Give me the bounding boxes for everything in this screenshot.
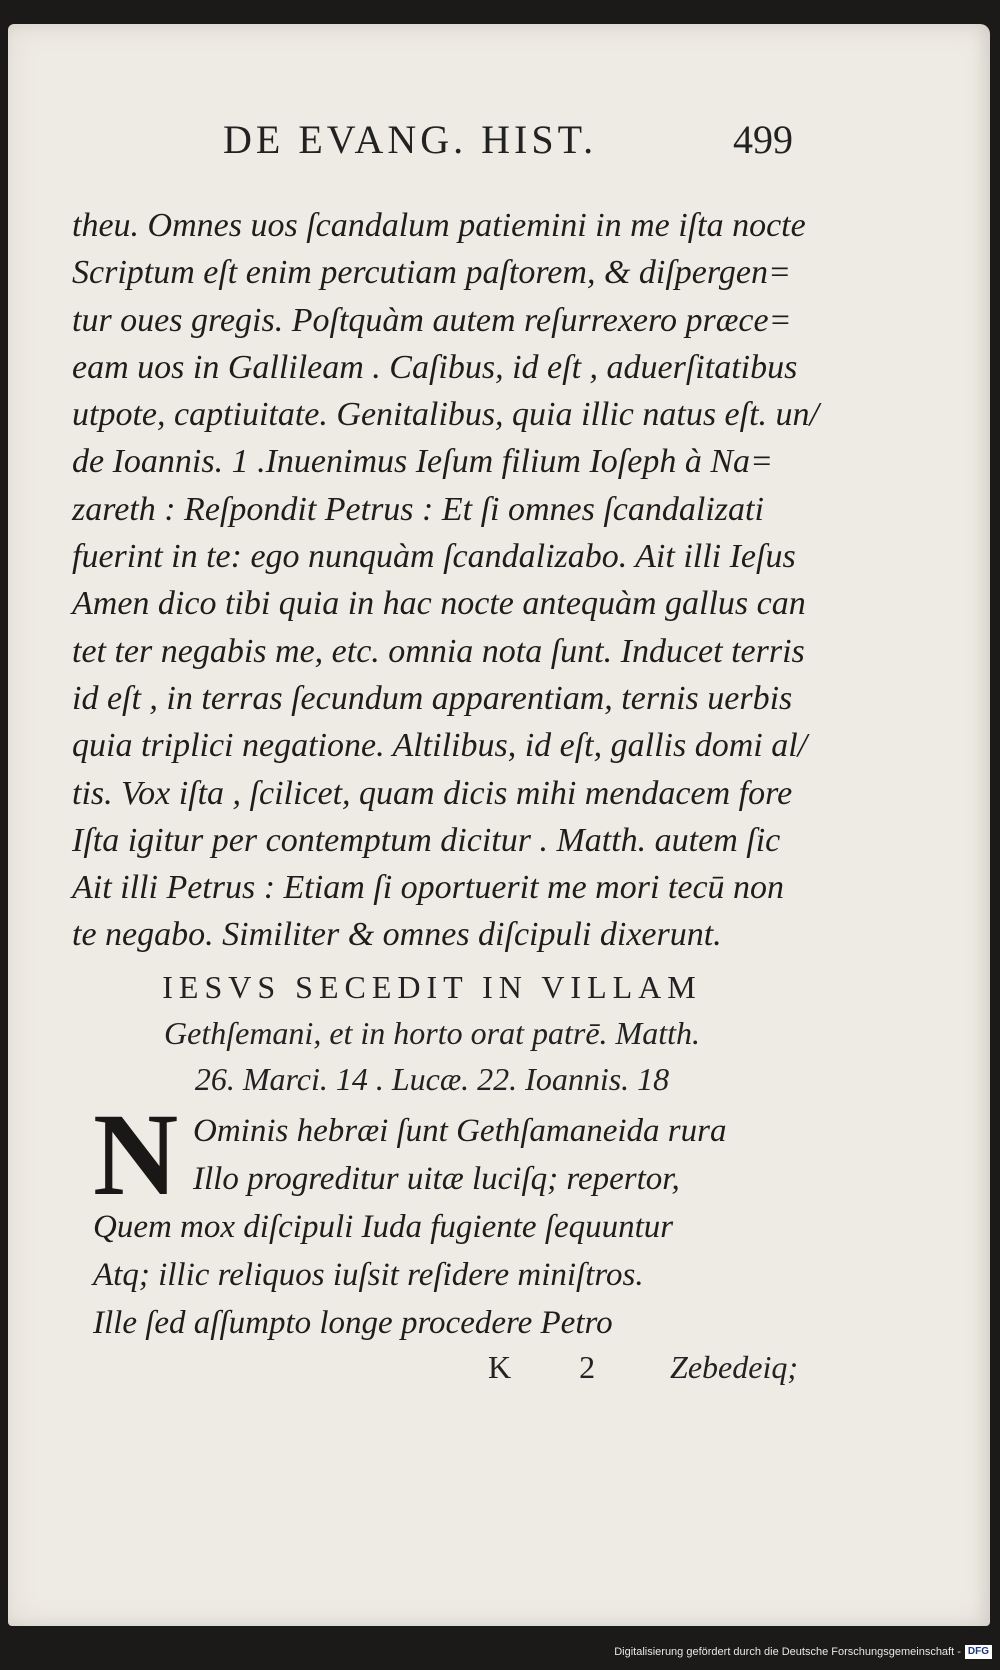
text-line: Amen dico tibi quia in hac nocte antequàm gallus can	[72, 585, 806, 623]
section-subtitle: Gethſemani, et in horto orat patrē. Matth.	[164, 1015, 700, 1051]
verse-line: Ominis hebræi ſunt Gethſamaneida rura	[193, 1113, 727, 1149]
text-line: theu. Omnes uos ſcandalum patiemini in me iſta nocte	[72, 207, 806, 244]
text-line: id eſt , in terras ſecundum apparentiam, ternis uerbis	[72, 679, 793, 717]
catchword: Zebedeiq;	[670, 1349, 798, 1385]
page-number: 499	[733, 117, 793, 162]
running-head	[223, 116, 793, 176]
book-page	[8, 24, 990, 1626]
verse-line: Illo progreditur uitæ luciſq; repertor,	[193, 1161, 680, 1197]
digitization-credit	[614, 1640, 992, 1664]
text-line: zareth : Reſpondit Petrus : Et ſi omnes ſcandalizati	[72, 490, 764, 528]
section-references: 26. Marci. 14 . Lucæ. 22. Ioannis. 18	[194, 1061, 670, 1097]
text-line: Iſta igitur per contemptum dicitur . Matth. autem ſic	[72, 821, 781, 859]
text-line: tur oues gregis. Poſtquàm autem reſurrexero præce=	[72, 301, 792, 339]
commentary-text	[72, 202, 819, 959]
verse-line: Quem mox diſcipuli Iuda fugiente ſequuntur	[93, 1209, 674, 1245]
text-line: eam uos in Gallileam . Caſibus, id eſt , aduerſitatibus	[72, 348, 798, 386]
running-title: DE EVANG. HIST.	[223, 117, 598, 162]
page-footer	[488, 1349, 798, 1399]
text-line: utpote, captiuitate. Genitalibus, quia illic natus eſt. un/	[72, 396, 819, 434]
text-line: fuerint in te: ego nunquàm ſcandalizabo. Ait illi Ieſus	[72, 538, 796, 576]
text-line: Ait illi Petrus : Etiam ſi oportuerit me mori tecū non	[72, 869, 785, 907]
text-line: quia triplici negatione. Altilibus, id eſt, gallis domi al/	[72, 727, 808, 765]
credit-text: Digitalisierung gefördert durch die Deutsche Forschungsgemeinschaft -	[614, 1646, 961, 1658]
verse-line: Ille ſed aſſumpto longe procedere Petro	[93, 1305, 613, 1341]
text-line: de Ioannis. 1 .Inuenimus Ieſum filium Ioſeph à Na=	[72, 443, 773, 481]
text-line: te negabo. Similiter & omnes diſcipuli dixerunt.	[72, 916, 722, 954]
section-heading	[72, 964, 792, 1102]
drop-cap-initial: N	[93, 1089, 179, 1220]
verse-block	[93, 1089, 793, 1347]
verse-line: Atq; illic reliquos iuſsit reſidere miniſtros.	[93, 1257, 644, 1293]
section-title: IESVS SECEDIT IN VILLAM	[162, 969, 702, 1005]
signature-mark: K 2	[488, 1349, 626, 1385]
dfg-logo-icon: DFG	[965, 1645, 992, 1659]
text-line: tis. Vox iſta , ſcilicet, quam dicis mihi mendacem fore	[72, 774, 793, 812]
text-line: tet ter negabis me, etc. omnia nota ſunt. Inducet terris	[72, 632, 805, 670]
text-line: Scriptum eſt enim percutiam paſtorem, & diſpergen=	[72, 254, 791, 292]
